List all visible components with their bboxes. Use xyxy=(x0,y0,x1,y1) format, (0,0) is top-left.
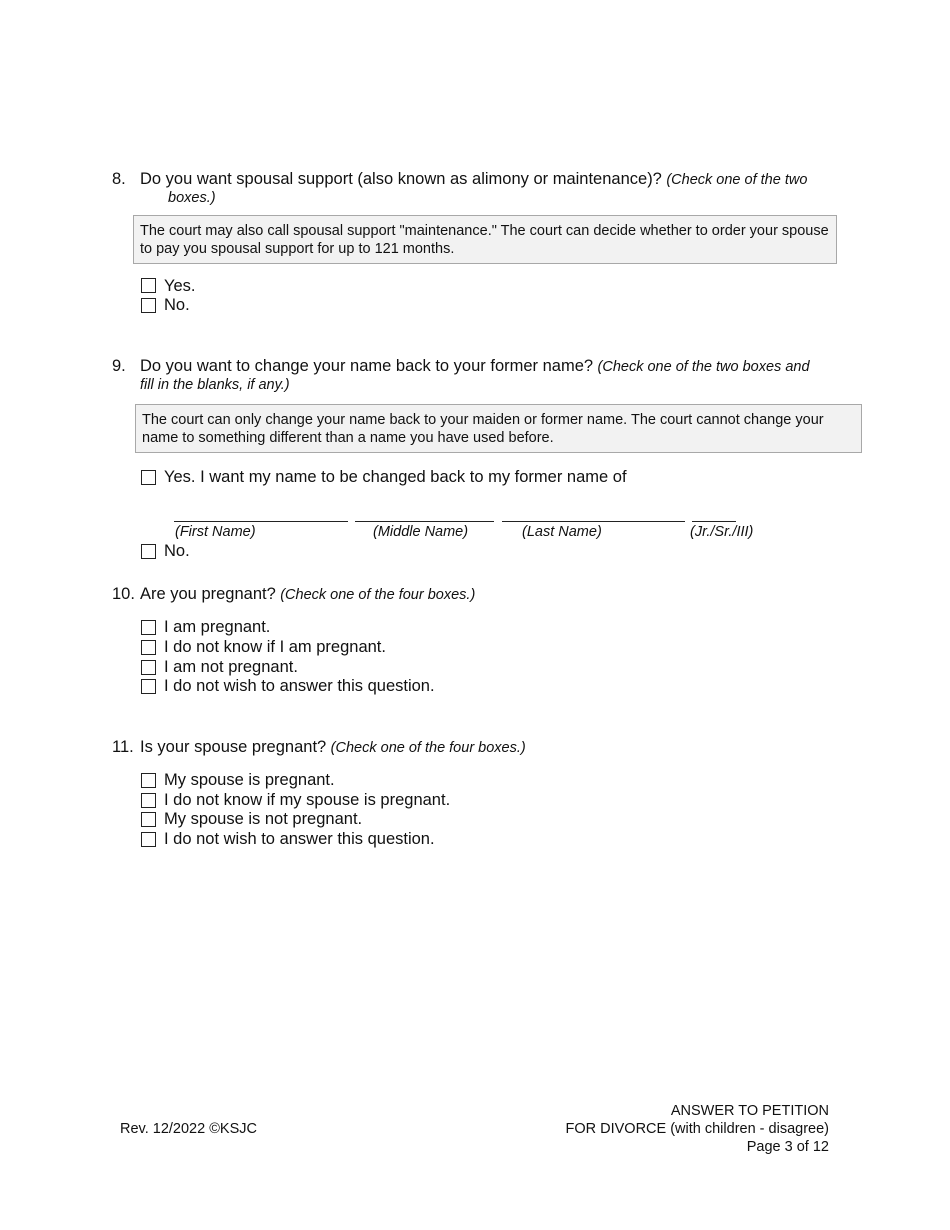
question-11-text: Is your spouse pregnant? xyxy=(140,738,327,756)
question-8-prompt xyxy=(140,170,850,190)
question-11-hint: (Check one of the four boxes.) xyxy=(330,740,526,756)
first-name-label: (First Name) xyxy=(175,524,256,540)
spousal-support-no-checkbox[interactable] xyxy=(141,298,156,313)
pregnant-unknown-checkbox[interactable] xyxy=(141,640,156,655)
first-name-blank[interactable] xyxy=(174,521,348,522)
question-8-note: The court may also call spousal support "maintenance." The court can decide whether to order your spouse to pay you spousal support for up to 121 months. xyxy=(133,215,837,264)
pregnant-decline-checkbox[interactable] xyxy=(141,679,156,694)
pregnant-unknown-label: I do not know if I am pregnant. xyxy=(164,638,386,656)
pregnant-yes-label: I am pregnant. xyxy=(164,618,271,636)
spouse-pregnant-decline-label: I do not wish to answer this question. xyxy=(164,830,435,848)
last-name-label: (Last Name) xyxy=(522,524,602,540)
question-8-number: 8. xyxy=(112,170,126,188)
question-10-prompt xyxy=(140,585,475,605)
question-9-note: The court can only change your name back to your maiden or former name. The court cannot change your name to something different than a name you have used before. xyxy=(135,404,862,453)
question-9-hint: (Check one of the two boxes and xyxy=(597,359,810,375)
footer-revision: Rev. 12/2022 ©KSJC xyxy=(120,1121,257,1137)
question-10-hint: (Check one of the four boxes.) xyxy=(280,587,476,603)
spouse-pregnant-no-checkbox[interactable] xyxy=(141,812,156,827)
question-10-number: 10. xyxy=(112,585,135,603)
spouse-pregnant-unknown-checkbox[interactable] xyxy=(141,793,156,808)
spousal-support-no-label: No. xyxy=(164,296,190,314)
question-8-hint-continued: boxes.) xyxy=(168,190,216,206)
middle-name-label: (Middle Name) xyxy=(373,524,469,540)
question-9-hint-continued: fill in the blanks, if any.) xyxy=(140,377,290,393)
question-9-prompt xyxy=(140,357,860,377)
pregnant-yes-checkbox[interactable] xyxy=(141,620,156,635)
spousal-support-yes-label: Yes. xyxy=(164,277,196,295)
footer-document-info xyxy=(566,1102,830,1156)
footer-doc-title-line2: FOR DIVORCE (with children - disagree) xyxy=(565,1121,829,1137)
middle-name-blank[interactable] xyxy=(355,521,494,522)
footer-page-number: Page 3 of 12 xyxy=(746,1139,829,1155)
question-9-number: 9. xyxy=(112,357,126,375)
name-change-no-label: No. xyxy=(164,542,190,560)
name-change-yes-checkbox[interactable] xyxy=(141,470,156,485)
question-11-number: 11. xyxy=(112,738,134,756)
spousal-support-yes-checkbox[interactable] xyxy=(141,278,156,293)
name-change-yes-label: Yes. I want my name to be changed back to my former name of xyxy=(164,468,627,486)
pregnant-decline-label: I do not wish to answer this question. xyxy=(164,677,435,695)
question-9-text: Do you want to change your name back to your former name? xyxy=(140,357,594,375)
suffix-label: (Jr./Sr./III) xyxy=(690,524,754,540)
question-10-text: Are you pregnant? xyxy=(140,585,276,603)
question-11-prompt xyxy=(140,738,526,758)
pregnant-no-label: I am not pregnant. xyxy=(164,658,298,676)
pregnant-no-checkbox[interactable] xyxy=(141,660,156,675)
question-8-hint: (Check one of the two xyxy=(666,172,808,188)
spouse-pregnant-yes-label: My spouse is pregnant. xyxy=(164,771,335,789)
spouse-pregnant-decline-checkbox[interactable] xyxy=(141,832,156,847)
spouse-pregnant-unknown-label: I do not know if my spouse is pregnant. xyxy=(164,791,451,809)
name-change-no-checkbox[interactable] xyxy=(141,544,156,559)
suffix-blank[interactable] xyxy=(692,521,736,522)
footer-doc-title-line1: ANSWER TO PETITION xyxy=(670,1103,829,1119)
spouse-pregnant-no-label: My spouse is not pregnant. xyxy=(164,810,363,828)
last-name-blank[interactable] xyxy=(502,521,685,522)
spouse-pregnant-yes-checkbox[interactable] xyxy=(141,773,156,788)
question-8-text: Do you want spousal support (also known as alimony or maintenance)? xyxy=(140,170,662,188)
